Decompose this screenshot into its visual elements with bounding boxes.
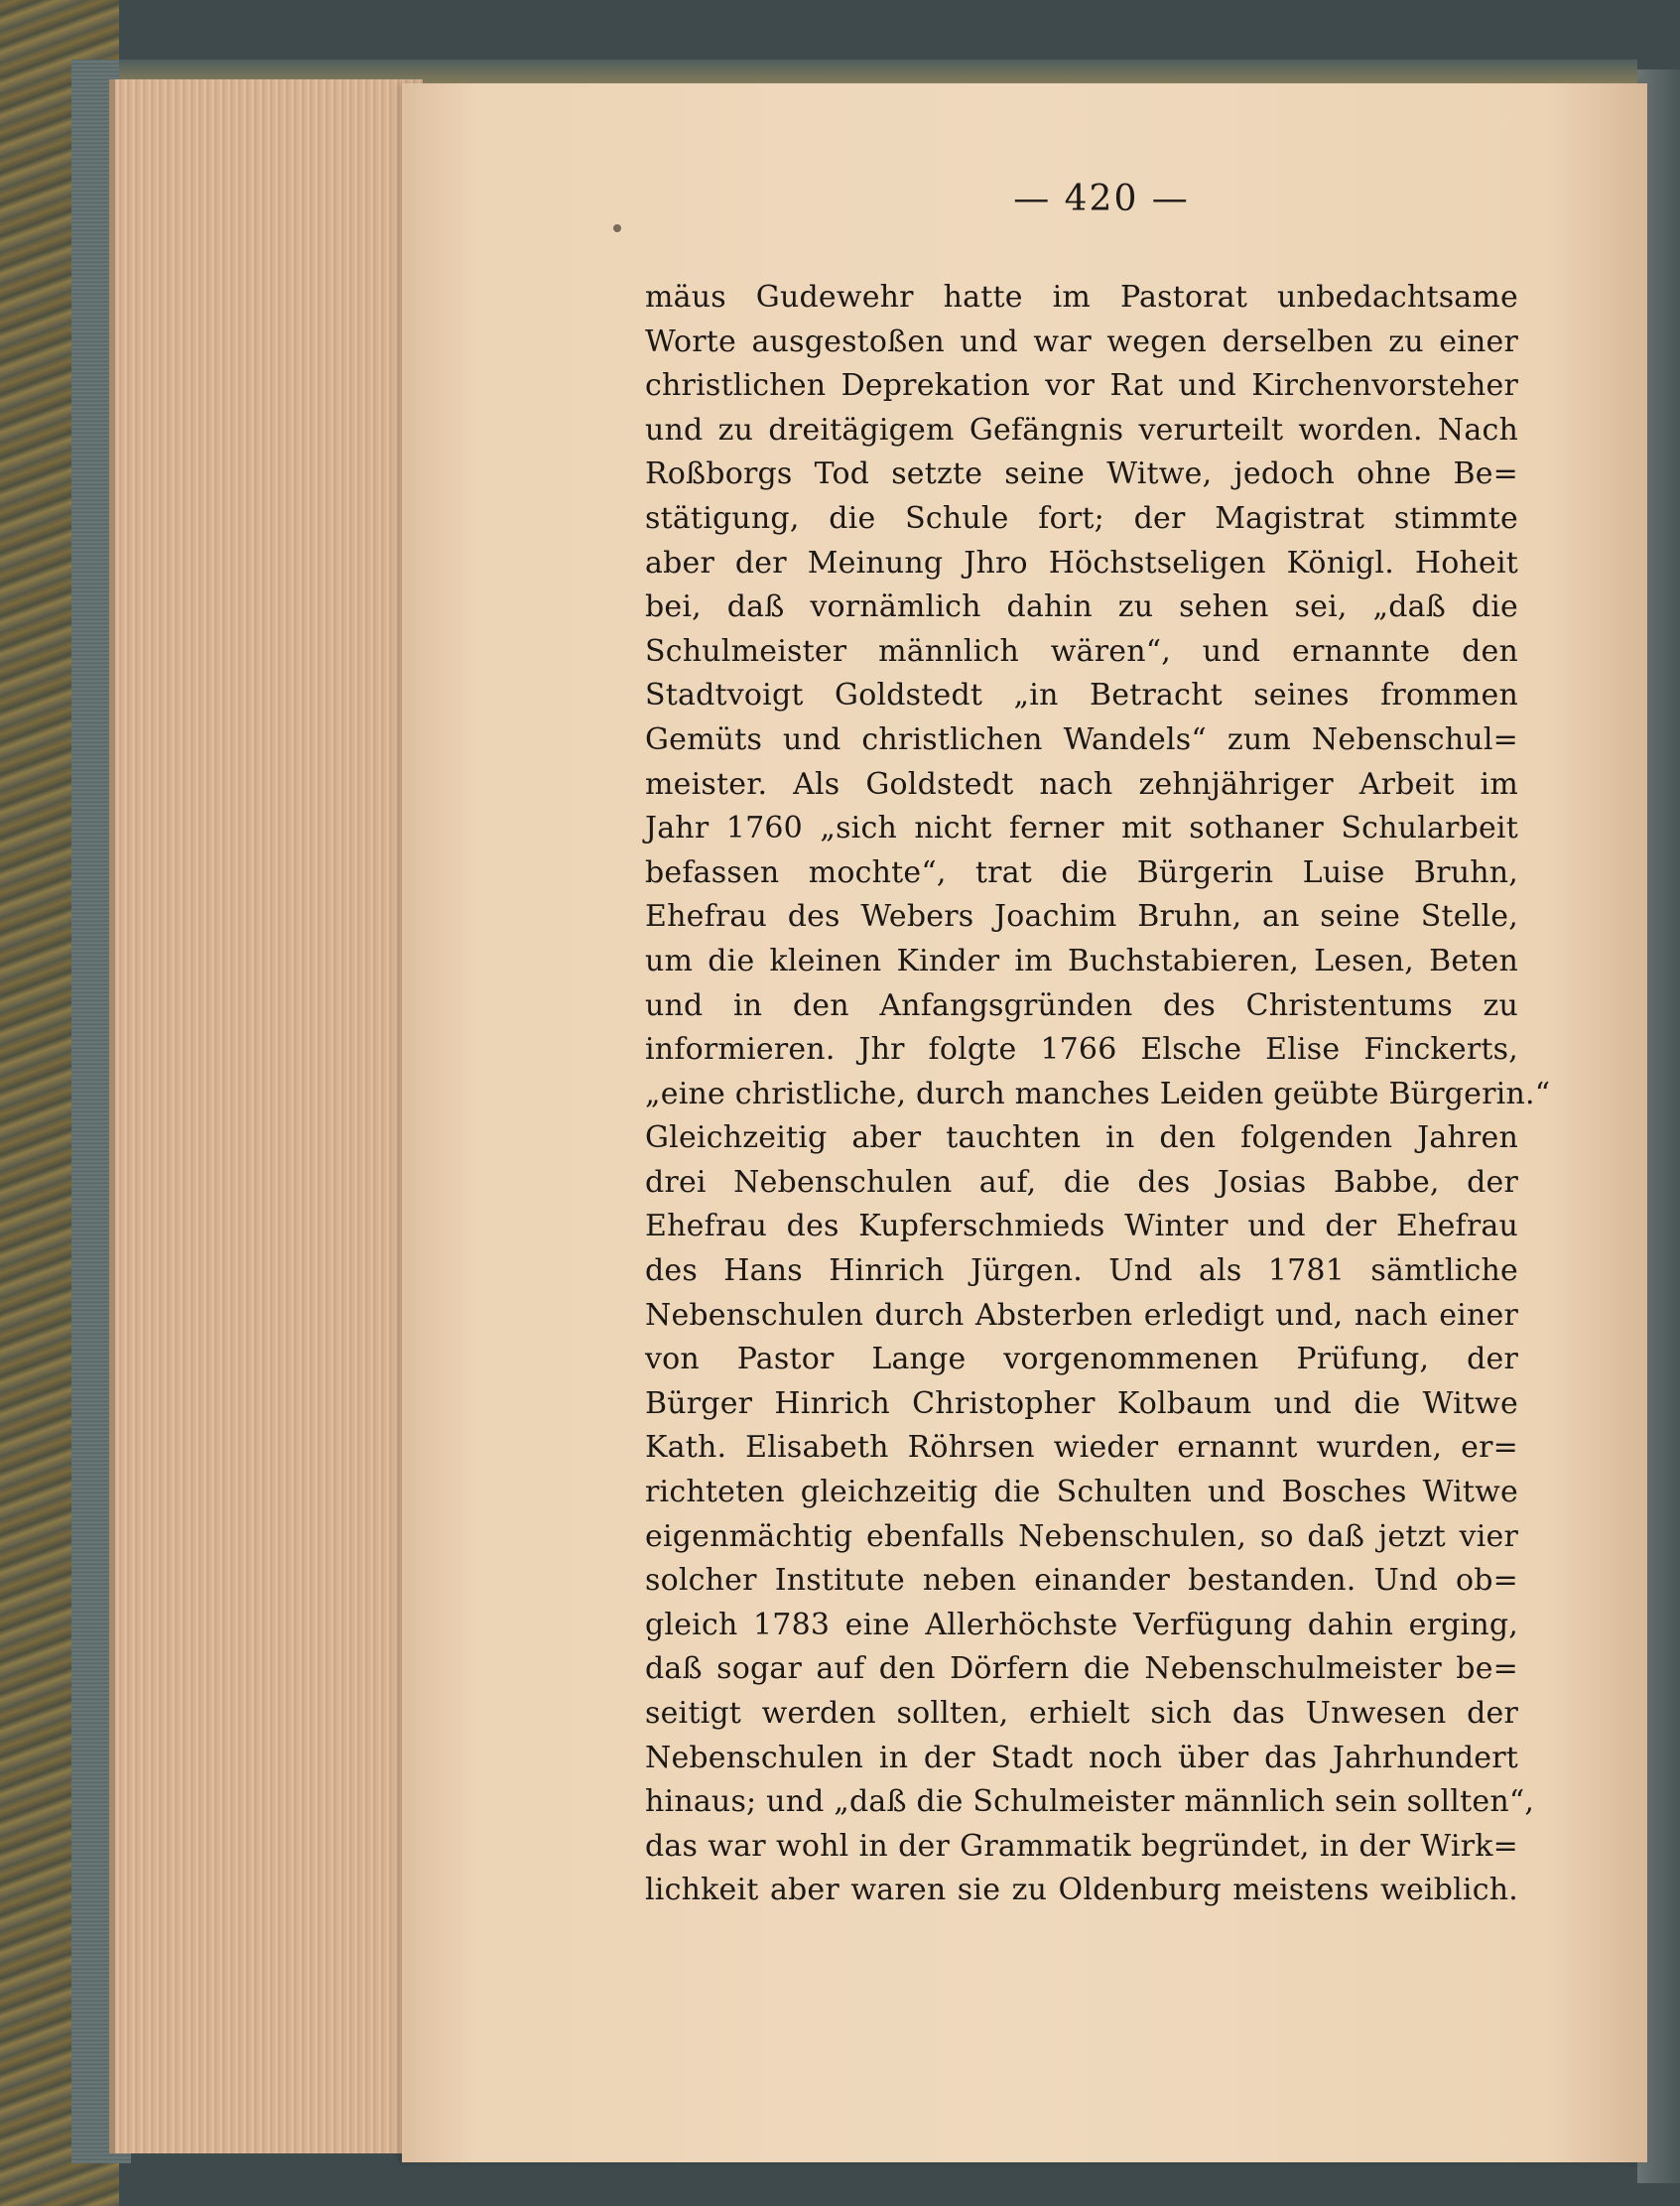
page-stack-edges <box>109 79 423 2153</box>
text-line: eigenmächtig ebenfalls Nebenschulen, so daß jetzt vier <box>645 1518 1518 1554</box>
paper-speck <box>613 224 621 232</box>
text-line: „eine christliche, durch manches Leiden geübte Bürgerin.“ <box>645 1076 1551 1111</box>
text-line: hinaus; und „daß die Schulmeister männlich sein sollten“, <box>645 1784 1535 1820</box>
text-line: richteten gleichzeitig die Schulten und Bosches Witwe <box>645 1475 1518 1510</box>
text-line: und zu dreitägigem Gefängnis verurteilt worden. Nach <box>645 412 1518 448</box>
text-line: Worte ausgestoßen und war wegen derselben zu einer <box>645 324 1518 359</box>
text-line: befassen mochte“, trat die Bürgerin Luise Bruhn, <box>645 854 1518 890</box>
text-line: christlichen Deprekation vor Rat und Kirchenvorsteher <box>645 368 1518 404</box>
text-line: und in den Anfangsgründen des Christentums zu <box>645 987 1518 1023</box>
text-line: drei Nebenschulen auf, die des Josias Babbe, der <box>645 1164 1518 1200</box>
text-line: stätigung, die Schule fort; der Magistrat stimmte <box>645 500 1518 536</box>
text-line: informieren. Jhr folgte 1766 Elsche Elise Finckerts, <box>645 1032 1518 1068</box>
text-line: bei, daß vornämlich dahin zu sehen sei, „daß die <box>645 589 1518 625</box>
text-line: Roßborgs Tod setzte seine Witwe, jedoch ohne Be= <box>645 456 1518 492</box>
text-line: gleich 1783 eine Allerhöchste Verfügung dahin erging, <box>645 1607 1518 1642</box>
text-line: Stadtvoigt Goldstedt „in Betracht seines frommen <box>645 678 1518 714</box>
text-line: Kath. Elisabeth Röhrsen wieder ernannt wurden, er= <box>645 1430 1518 1466</box>
text-line: mäus Gudewehr hatte im Pastorat unbedachtsame <box>645 280 1518 315</box>
text-line: Jahr 1760 „sich nicht ferner mit sothaner Schularbeit <box>645 811 1518 846</box>
text-line: Nebenschulen in der Stadt noch über das Jahrhundert <box>645 1740 1518 1775</box>
page-text-block <box>645 276 1551 1913</box>
text-line: aber der Meinung Jhro Höchstseligen Königl. Hoheit <box>645 545 1518 581</box>
text-line: Schulmeister männlich wären“, und ernannte den <box>645 633 1518 669</box>
text-line: Bürger Hinrich Christopher Kolbaum und die Witwe <box>645 1385 1518 1421</box>
text-line: des Hans Hinrich Jürgen. Und als 1781 sämtliche <box>645 1253 1518 1289</box>
text-line: um die kleinen Kinder im Buchstabieren, Lesen, Beten <box>645 943 1518 978</box>
text-line: seitigt werden sollten, erhielt sich das Unwesen der <box>645 1696 1518 1731</box>
text-line: Nebenschulen durch Absterben erledigt und, nach einer <box>645 1297 1518 1333</box>
text-line: lichkeit aber waren sie zu Oldenburg meistens weiblich. <box>645 1873 1518 1908</box>
text-line: das war wohl in der Grammatik begründet, in der Wirk= <box>645 1828 1518 1864</box>
text-line: meister. Als Goldstedt nach zehnjähriger Arbeit im <box>645 766 1518 802</box>
text-line: Gleichzeitig aber tauchten in den folgenden Jahren <box>645 1120 1518 1156</box>
text-line: daß sogar auf den Dörfern die Nebenschulmeister be= <box>645 1651 1518 1687</box>
text-line: von Pastor Lange vorgenommenen Prüfung, der <box>645 1342 1518 1377</box>
text-line: solcher Institute neben einander bestanden. Und ob= <box>645 1563 1518 1599</box>
text-line: Ehefrau des Webers Joachim Bruhn, an seine Stelle, <box>645 899 1518 935</box>
text-line: Ehefrau des Kupferschmieds Winter und der Ehefrau <box>645 1209 1518 1244</box>
text-line: Gemüts und christlichen Wandels“ zum Nebenschul= <box>645 721 1518 757</box>
page-number: — 420 — <box>1013 179 1190 219</box>
